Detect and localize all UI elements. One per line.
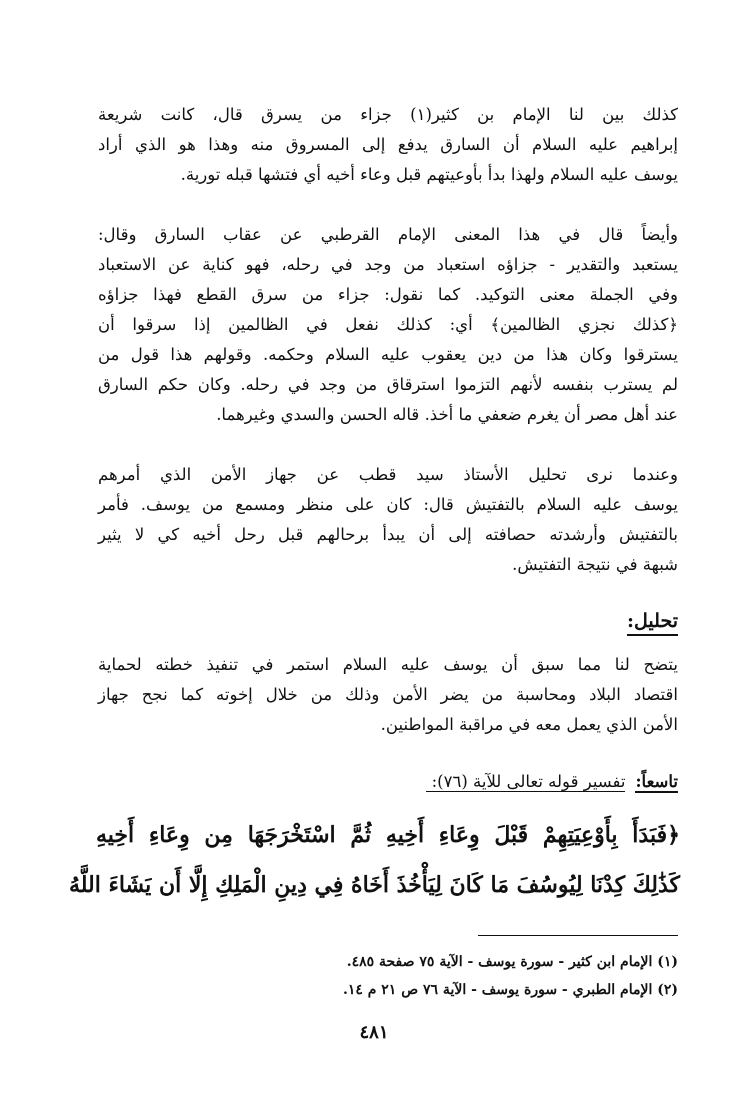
text-line: وأيضاً قال في هذا المعنى الإمام القرطبي عن عقاب السارق وقال:: [98, 225, 678, 244]
footnote-divider: [478, 935, 678, 936]
footnotes: [300, 948, 678, 1004]
verse-line: ﴿فَبَدَأَ بِأَوْعِيَتِهِمْ قَبْلَ وِعَاءِ أَخِيهِ ثُمَّ اسْتَخْرَجَهَا مِن وِعَاءِ أَخِيهِ: [96, 822, 680, 848]
text-line: كذلك بين لنا الإمام بن كثير(١) جزاء من يسرق قال، كانت شريعة: [98, 105, 679, 124]
text-line: يوسف عليه السلام ولهذا بدأ بأوعيتهم قبل وعاء أخيه أي فتشها قبله تورية.: [180, 165, 678, 184]
text-line: شبهة في نتيجة التفتيش.: [512, 555, 678, 574]
text-line: لم يسترب بنفسه لأنهم التزموا استرقاق من وجد في رحله. وكان حكم السارق: [98, 375, 678, 394]
paragraph-2: [98, 220, 678, 430]
text-line: بالتفتيش وأرشدته حصافته إلى أن يبدأ برحالهم قبل رحل أخيه كي لا يثير: [98, 525, 678, 544]
text-line: ﴿كذلك نجزي الظالمين﴾ أي: كذلك نفعل في الظالمين إذا سرقوا أن: [98, 315, 678, 334]
text-line: الأمن الذي يعمل معه في مراقبة المواطنين.: [380, 715, 678, 734]
paragraph-4: [98, 650, 678, 740]
subsection-label: تاسعاً:: [635, 772, 678, 791]
section-heading: تحليل:: [627, 610, 678, 636]
text-line: يستعبد والتقدير - جزاؤه استعباد من وجد في رحله، فهو كناية عن الاستعباد: [98, 255, 678, 274]
text-line: يتضح لنا مما سبق أن يوسف عليه السلام استمر في تنفيذ خطته لحماية: [98, 655, 678, 674]
text-line: يوسف عليه السلام بالتفتيش قال: كان على منظر ومسمع من يوسف. فأمر: [98, 495, 678, 514]
text-line: اقتصاد البلاد ومحاسبة من يضر الأمن وذلك من خلال إخوته كما نجح جهاز: [98, 685, 678, 704]
subsection-title: تفسير قوله تعالى للآية (٧٦):: [426, 772, 626, 792]
verse-line: كَذَٰلِكَ كِدْنَا لِيُوسُفَ مَا كَانَ لِيَأْخُذَ أَخَاهُ فِي دِينِ الْمَلِكِ إِلَّا أَن يَشَاءَ اللَّهُ: [68, 872, 680, 898]
text-line: وفي الجملة معنى التوكيد. كما نقول: جزاء من سرق القطع فهذا جزاؤه: [98, 285, 678, 304]
paragraph-3: [98, 460, 678, 580]
footnote: (٢) الإمام الطبري - سورة يوسف - الآية ٧٦ ص ٢١ م ١٤.: [342, 982, 678, 998]
footnote: (١) الإمام ابن كثير - سورة يوسف - الآية ٧٥ صفحة ٤٨٥.: [346, 954, 678, 970]
text-line: وعندما نرى تحليل الأستاذ سيد قطب عن جهاز الأمن الذي أمرهم: [98, 465, 678, 484]
paragraph-1: [98, 100, 678, 190]
text-line: عند أهل مصر أن يغرم ضعفي ما أخذ. قاله الحسن والسدي وغيرهما.: [216, 405, 678, 424]
page-number: ٤٨١: [359, 1022, 389, 1043]
text-line: يسترقوا وكان هذا من دين يعقوب عليه السلام وحكمه. وقولهم هذا قول من: [98, 345, 678, 364]
quran-verse: [68, 810, 680, 910]
text-line: إبراهيم عليه السلام أن السارق يدفع إلى المسروق منه وهذا هو الذي أراد: [98, 135, 678, 154]
subsection-heading: [426, 772, 678, 793]
